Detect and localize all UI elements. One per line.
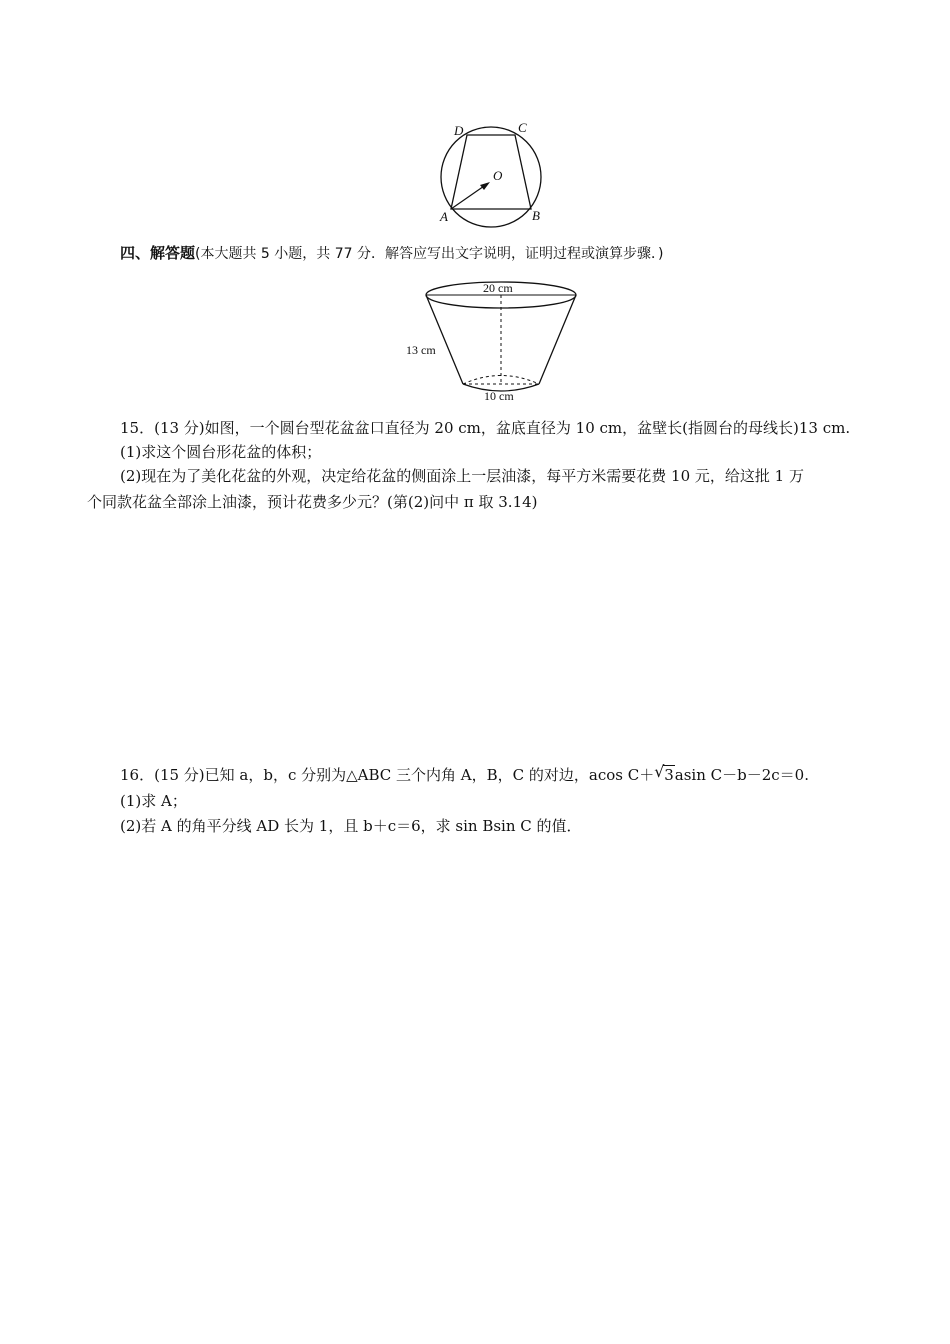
label-d: D [454, 123, 464, 138]
problem16-part1: (1)求 A； [120, 792, 187, 810]
problem15-part2-line1: (2)现在为了美化花盆的外观，决定给花盆的侧面涂上一层油漆，每平方米需要花费 10 元，给这批 1 万 [120, 467, 804, 485]
problem15-part1: (1)求这个圆台形花盆的体积； [120, 443, 322, 461]
problem15-part2-line2: 个同款花盆全部涂上油漆，预计花费多少元？(第(2)问中 π 取 3.14) [87, 493, 538, 511]
label-side-length: 13 cm [406, 343, 436, 357]
label-bottom-diameter: 10 cm [484, 389, 514, 403]
label-o: O [493, 168, 503, 183]
pot-left-side [426, 295, 463, 384]
sqrt-expression [654, 764, 675, 786]
circumcircle [441, 127, 541, 227]
vector-ao [451, 184, 487, 209]
section-title: 四、解答题 [120, 244, 196, 262]
trapezoid-abcd [451, 135, 531, 209]
section-heading [120, 242, 663, 265]
problem16-part2: (2)若 A 的角平分线 AD 长为 1，且 b＋c＝6，求 sin Bsin C 的值． [120, 817, 582, 835]
label-c: C [518, 120, 527, 135]
pot-right-side [539, 295, 576, 384]
flower-pot-figure [400, 276, 590, 406]
vector-arrowhead [480, 182, 490, 190]
label-a: A [440, 209, 448, 224]
circle-trapezoid-figure [430, 118, 560, 233]
problem16-stem [120, 764, 809, 786]
label-top-diameter: 20 cm [483, 281, 513, 295]
problem16-stem-after: asin C－b－2c＝0. [674, 766, 809, 784]
radical-sign: √ [654, 762, 665, 781]
label-b: B [532, 208, 540, 223]
sqrt-radicand: 3 [664, 766, 674, 784]
section-note: (本大题共 5 小题，共 77 分．解答应写出文字说明，证明过程或演算步骤．) [195, 246, 664, 262]
problem15-stem: 15．(13 分)如图，一个圆台型花盆盆口直径为 20 cm，盆底直径为 10 cm，盆壁长(指圆台的母线长)13 cm. [120, 419, 851, 437]
problem16-stem-before: 16．(15 分)已知 a，b，c 分别为△ABC 三个内角 A，B，C 的对边，acos C＋ [120, 766, 655, 784]
